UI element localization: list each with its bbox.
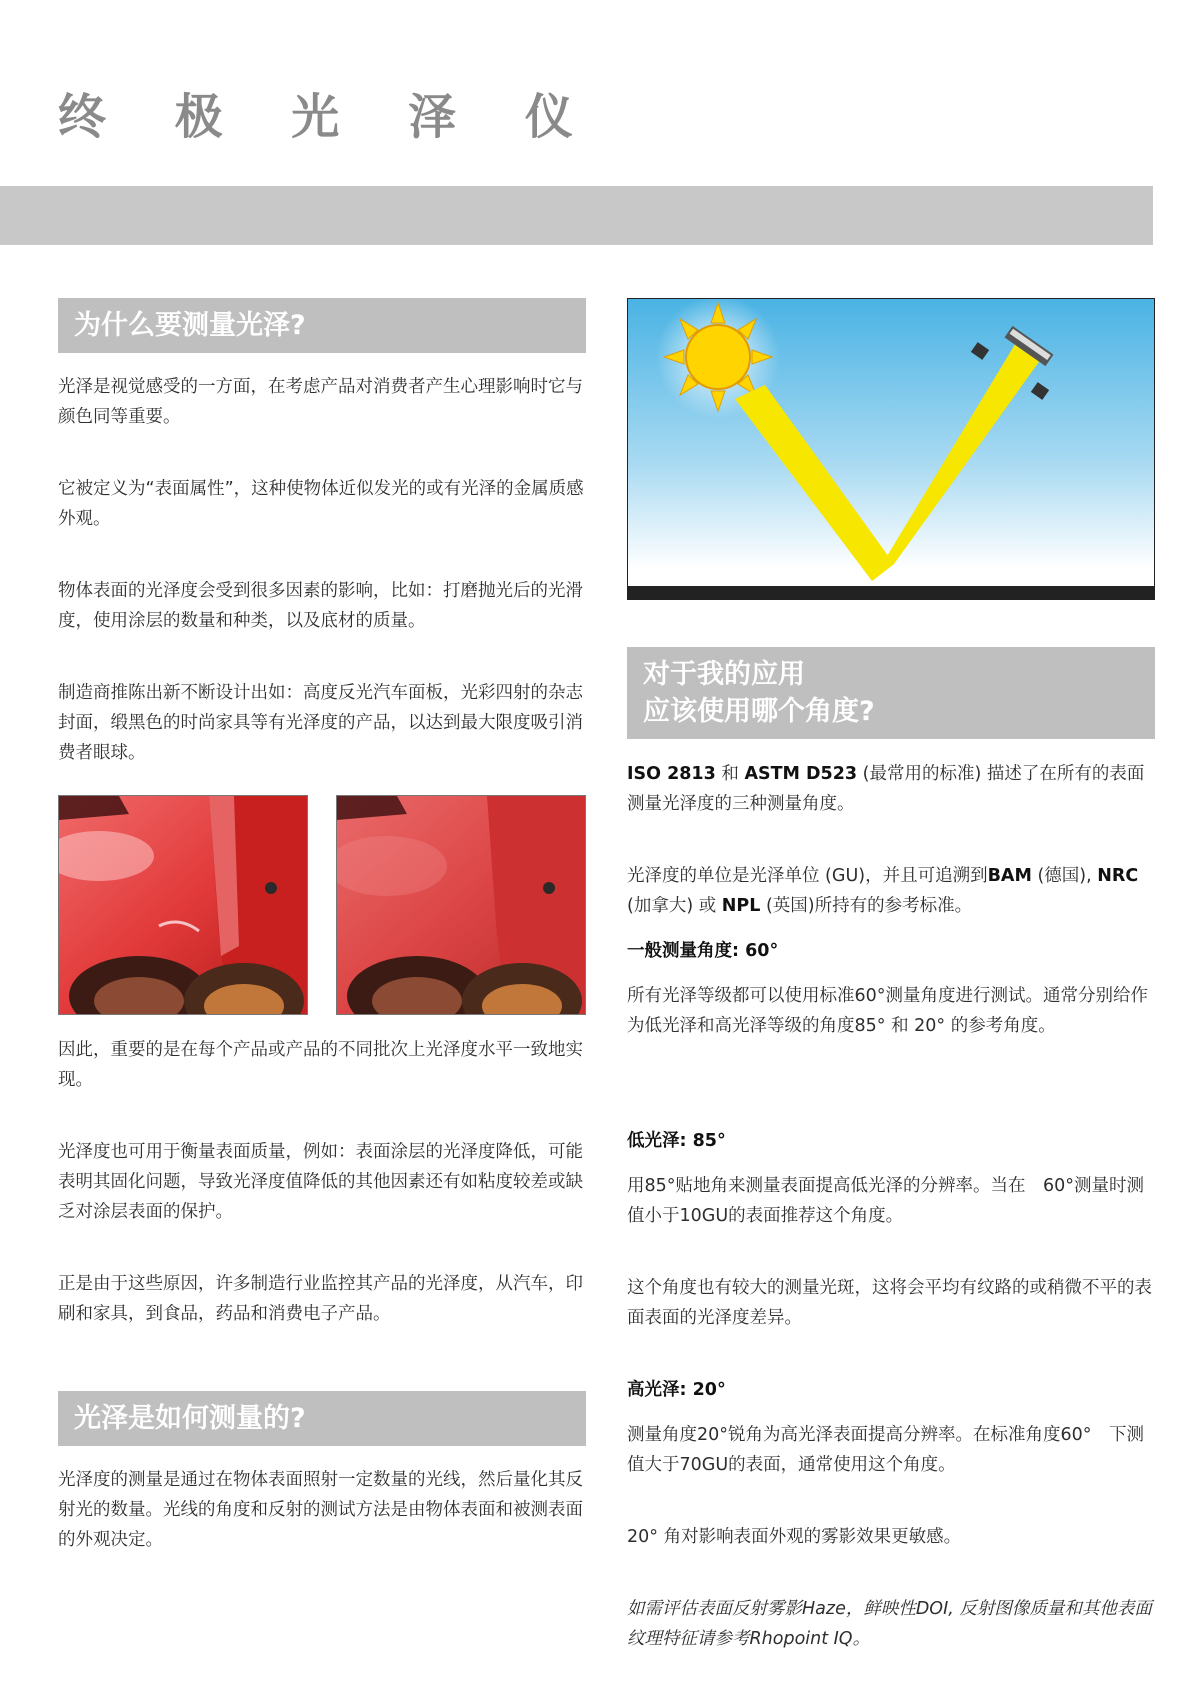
paragraph: 因此，重要的是在每个产品或产品的不同批次上光泽度水平一致地实现。 — [58, 1040, 583, 1090]
paragraph-standards: ISO 2813 和 ASTM D523 (最常用的标准) 描述了在所有的表面测量光泽度的三种测量角度。 — [627, 764, 1145, 814]
paragraph: 光泽度的测量是通过在物体表面照射一定数量的光线，然后量化其反射光的数量。光线的角度和反射的测试方法是由物体表面和被测表面的外观决定。 — [58, 1470, 583, 1550]
right-column — [627, 298, 1155, 1654]
paragraph-gloss-units: 光泽度的单位是光泽单位 (GU)，并且可追溯到BAM (德国), NRC (加拿大) 或 NPL (英国)所持有的参考标准。 — [627, 866, 1139, 916]
car-photo-pair — [58, 795, 586, 1015]
car-photo-glossy — [58, 795, 308, 1015]
paragraph: 所有光泽等级都可以使用标准60°测量角度进行测试。通常分别给作为低光泽和高光泽等级的角度85° 和 20° 的参考角度。 — [627, 986, 1149, 1036]
paragraph: 测量角度20°锐角为高光泽表面提高分辨率。在标准角度60° 下测值大于70GU的表面，通常使用这个角度。 — [627, 1425, 1145, 1475]
subheading-85: 低光泽: 85° — [627, 1131, 726, 1151]
paragraph: 20° 角对影响表面外观的雾影效果更敏感。 — [627, 1527, 962, 1547]
paragraph: 制造商推陈出新不断设计出如：高度反光汽车面板，光彩四射的杂志封面，缎黑色的时尚家具等有光泽度的产品，以达到最大限度吸引消费者眼球。 — [58, 683, 583, 763]
left-column — [58, 298, 586, 1555]
paragraph: 光泽度也可用于衡量表面质量，例如：表面涂层的光泽度降低，可能表明其固化问题，导致光泽度值降低的其他因素还有如粘度较差或缺乏对涂层表面的保护。 — [58, 1142, 583, 1222]
section-heading-why-measure: 为什么要测量光泽? — [58, 298, 586, 353]
car-photo-dull — [336, 795, 586, 1015]
gloss-reflection-illustration — [627, 298, 1155, 600]
subheading-60: 一般测量角度: 60° — [627, 941, 779, 961]
header-band — [0, 186, 1153, 245]
paragraph: 正是由于这些原因，许多制造行业监控其产品的光泽度，从汽车，印刷和家具，到食品，药品和消费电子产品。 — [58, 1274, 583, 1324]
paragraph: 光泽是视觉感受的一方面，在考虑产品对消费者产生心理影响时它与颜色同等重要。 — [58, 377, 583, 427]
subheading-20: 高光泽: 20° — [627, 1380, 726, 1400]
section-heading-which-angle: 对于我的应用 应该使用哪个角度? — [627, 647, 1155, 739]
page-title: 终 极 光 泽 仪 — [58, 89, 599, 145]
section-heading-how-measured: 光泽是如何测量的? — [58, 1391, 586, 1446]
paragraph-note: 如需评估表面反射雾影Haze，鲜映性DOI, 反射图像质量和其他表面纹理特征请参考Rhopoint IQ。 — [627, 1599, 1152, 1649]
paragraph: 它被定义为“表面属性”，这种使物体近似发光的或有光泽的金属质感外观。 — [58, 479, 584, 529]
paragraph: 用85°贴地角来测量表面提高低光泽的分辨率。当在 60°测量时测值小于10GU的表面推荐这个角度。 — [627, 1176, 1145, 1226]
paragraph: 这个角度也有较大的测量光斑，这将会平均有纹路的或稍微不平的表面表面的光泽度差异。 — [627, 1278, 1152, 1328]
paragraph: 物体表面的光泽度会受到很多因素的影响，比如：打磨抛光后的光滑度，使用涂层的数量和种类，以及底材的质量。 — [58, 581, 583, 631]
